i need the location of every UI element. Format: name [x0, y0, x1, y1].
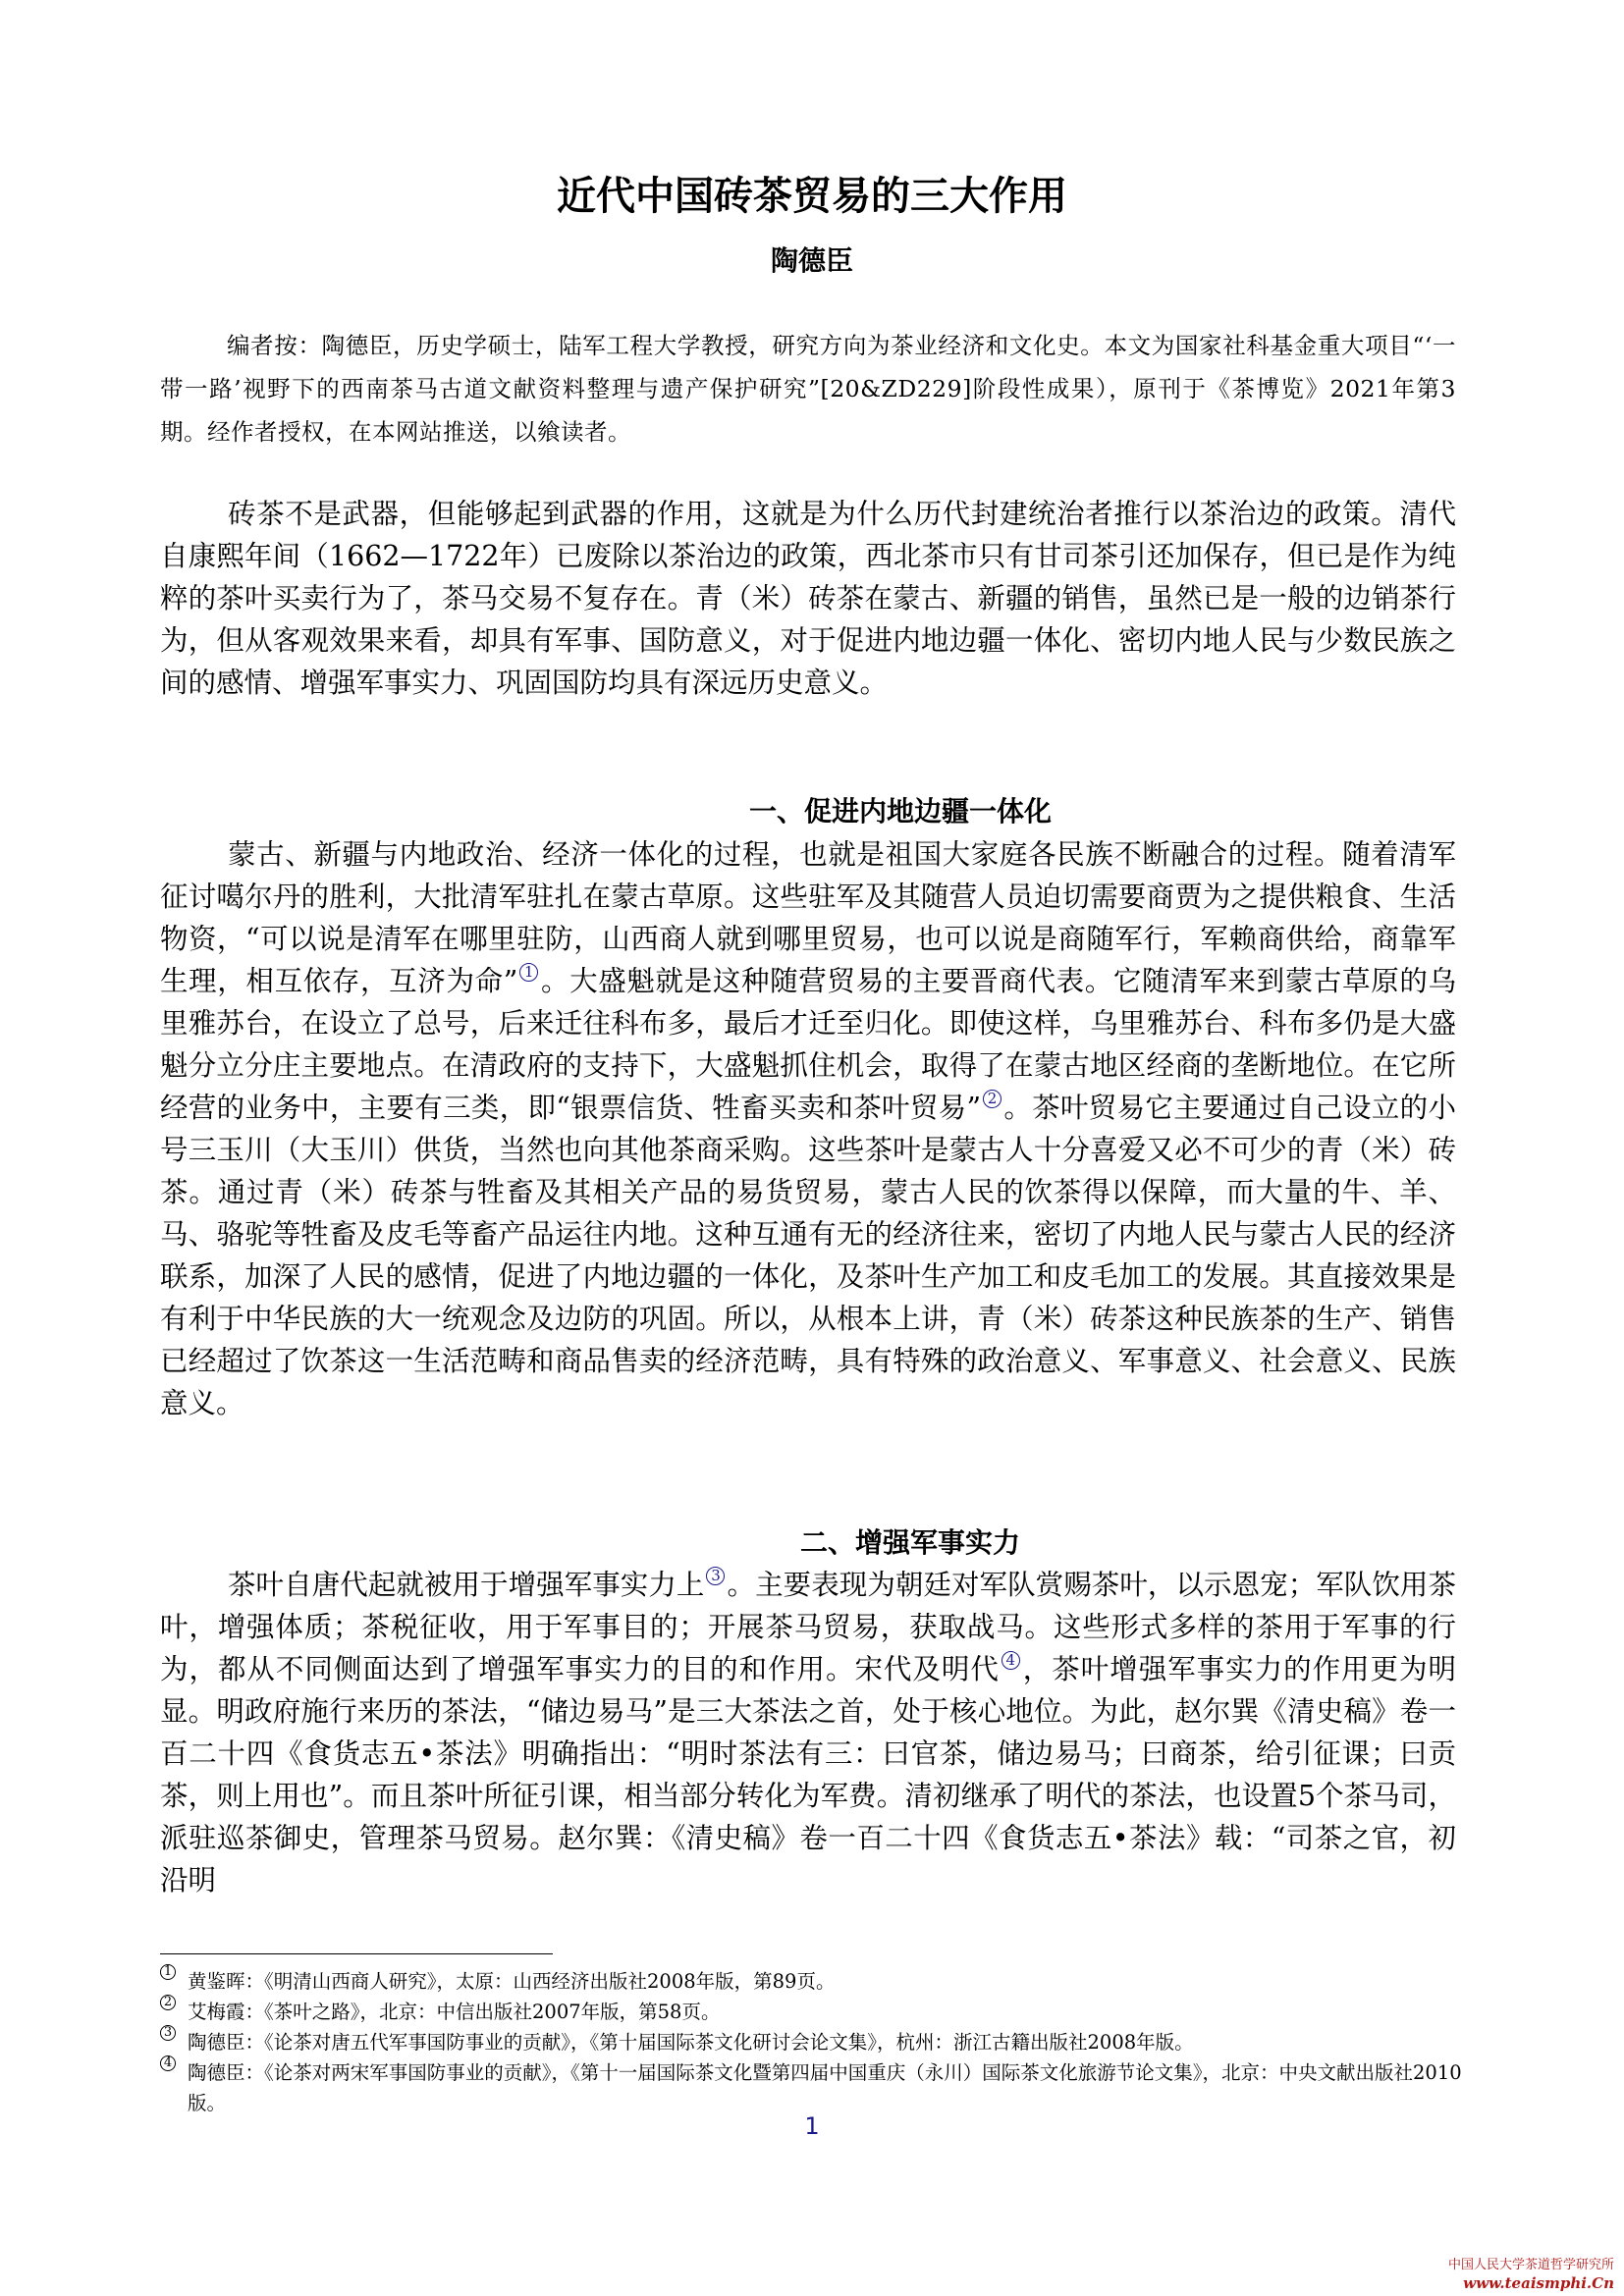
section-1-heading: 一、促进内地边疆一体化: [748, 795, 1052, 828]
intro-text: 砖茶不是武器，但能够起到武器的作用，这就是为什么历代封建统治者推行以茶治边的政策。清代自康熙年间（1662—1722年）已废除以茶治边的政策，西北茶市只有甘司茶引还加保存，但已是作为纯粹的茶叶买卖行为了，茶马交易不复存在。青（米）砖茶在蒙古、新疆的销售，虽然已是一般的边销茶行为，但从客观效果来看，却具有军事、国防意义，对于促进内地边疆一体化、密切内地人民与少数民族之间的感情、增强军事实力、巩固国防均具有深远历史意义。: [160, 498, 1456, 699]
editor-note: 编者按：陶德臣，历史学硕士，陆军工程大学教授，研究方向为茶业经济和文化史。本文为国家社科基金重大项目“‘一带一路’视野下的西南茶马古道文献资料整理与遗产保护研究”[20&ZD229]阶段性成果），原刊于《茶博览》2021年第3期。经作者授权，在本网站推送，以飨读者。: [160, 332, 1456, 446]
footnote-text: 黄鉴晖：《明清山西商人研究》，太原：山西经济出版社2008年版，第89页。: [188, 1970, 836, 1993]
section-2-text-a: 茶叶自唐代起就被用于增强军事实力上: [228, 1569, 705, 1601]
footnote-ref-1[interactable]: 1: [519, 963, 538, 982]
footnote-mark: 4: [160, 2056, 176, 2071]
page-number: 1: [804, 2112, 820, 2140]
footnote-text: 陶德臣：《论茶对唐五代军事国防事业的贡献》，《第十届国际茶文化研讨会论文集》，杭州：浙江古籍出版社2008年版。: [188, 2031, 1194, 2054]
article-author: 陶德臣: [770, 244, 853, 277]
section-2-heading: 二、增强军事实力: [799, 1526, 1020, 1559]
footnote-text: 艾梅霞：《茶叶之路》，北京：中信出版社2007年版，第58页。: [188, 2001, 721, 2023]
footnotes: [160, 1966, 1466, 2118]
section-2-text-b: 。主要表现为朝廷对军队赏赐茶叶，以示恩宠；军队饮用茶叶，增强体质；茶税征收，用于军事目的；开展茶马贸易，获取战马。这些形式多样的茶用于军事的行为，都从不同侧面达到了增强军事实力的目的和作用。宋代及明代: [160, 1569, 1456, 1685]
footnote-mark: 2: [160, 1995, 176, 2010]
footnote-text: 陶德臣：《论茶对两宋军事国防事业的贡献》，《第十一届国际茶文化暨第四届中国重庆（永川）国际茶文化旅游节论文集》，北京：中央文献出版社2010版。: [188, 2061, 1462, 2114]
footnote-divider: [160, 1953, 553, 1954]
section-2-text-c: ，茶叶增强军事实力的作用更为明显。明政府施行来历的茶法，“储边易马”是三大茶法之首，处于核心地位。为此，赵尔巽《清史稿》卷一百二十四《食货志五•茶法》明确指出：“明时茶法有三：曰官茶，储边易马；曰商茶，给引征课；曰贡茶，则上用也”。而且茶叶所征引课，相当部分转化为军费。清初继承了明代的茶法，也设置5个茶马司，派驻巡茶御史，管理茶马贸易。赵尔巽：《清史稿》卷一百二十四《食货志五•茶法》载：“司茶之官，初沿明: [160, 1653, 1456, 1896]
section-1-text-c: 。茶叶贸易它主要通过自己设立的小号三玉川（大玉川）供货，当然也向其他茶商采购。这些茶叶是蒙古人十分喜爱又必不可少的青（米）砖茶。通过青（米）砖茶与牲畜及其相关产品的易货贸易，蒙古人民的饮茶得以保障，而大量的牛、羊、马、骆驼等牲畜及皮毛等畜产品运往内地。这种互通有无的经济往来，密切了内地人民与蒙古人民的经济联系，加深了人民的感情，促进了内地边疆的一体化，及茶叶生产加工和皮毛加工的发展。其直接效果是有利于中华民族的大一统观念及边防的巩固。所以，从根本上讲，青（米）砖茶这种民族茶的生产、销售已经超过了饮茶这一生活范畴和商品售卖的经济范畴，具有特殊的政治意义、军事意义、社会意义、民族意义。: [160, 1092, 1456, 1419]
section-1-text-b: 。大盛魁就是这种随营贸易的主要晋商代表。它随清军来到蒙古草原的乌里雅苏台，在设立了总号，后来迁往科布多，最后才迁至归化。即使这样，乌里雅苏台、科布多仍是大盛魁分立分庄主要地点。在清政府的支持下，大盛魁抓住机会，取得了在蒙古地区经商的垄断地位。在它所经营的业务中，主要有三类，即“银票信货、牲畜买卖和茶叶贸易”: [160, 965, 1456, 1124]
watermark-org: 中国人民大学茶道哲学研究所: [1447, 2258, 1614, 2272]
footnote-item: [160, 1997, 1466, 2027]
footnote-ref-2[interactable]: 2: [983, 1090, 1001, 1108]
footnote-item: [160, 1966, 1466, 1997]
watermark-url: www.teaismphi.Cn: [1463, 2274, 1614, 2292]
article-title: 近代中国砖茶贸易的三大作用: [557, 174, 1067, 219]
footnote-ref-4[interactable]: 4: [1001, 1651, 1020, 1670]
section-2-paragraph: [160, 1564, 1456, 1901]
intro-paragraph: [160, 493, 1456, 704]
section-1-paragraph: [160, 833, 1456, 1424]
footnote-mark: 3: [160, 2025, 176, 2041]
footnote-item: [160, 2057, 1466, 2118]
footnote-item: [160, 2027, 1466, 2057]
footnote-mark: 1: [160, 1964, 176, 1980]
section-1-text-a: 蒙古、新疆与内地政治、经济一体化的过程，也就是祖国大家庭各民族不断融合的过程。随着清军征讨噶尔丹的胜利，大批清军驻扎在蒙古草原。这些驻军及其随营人员迫切需要商贾为之提供粮食、生活物资，“可以说是清军在哪里驻防，山西商人就到哪里贸易，也可以说是商随军行，军赖商供给，商靠军生理，相互依存，互济为命”: [160, 838, 1456, 997]
footnote-ref-3[interactable]: 3: [706, 1567, 725, 1585]
